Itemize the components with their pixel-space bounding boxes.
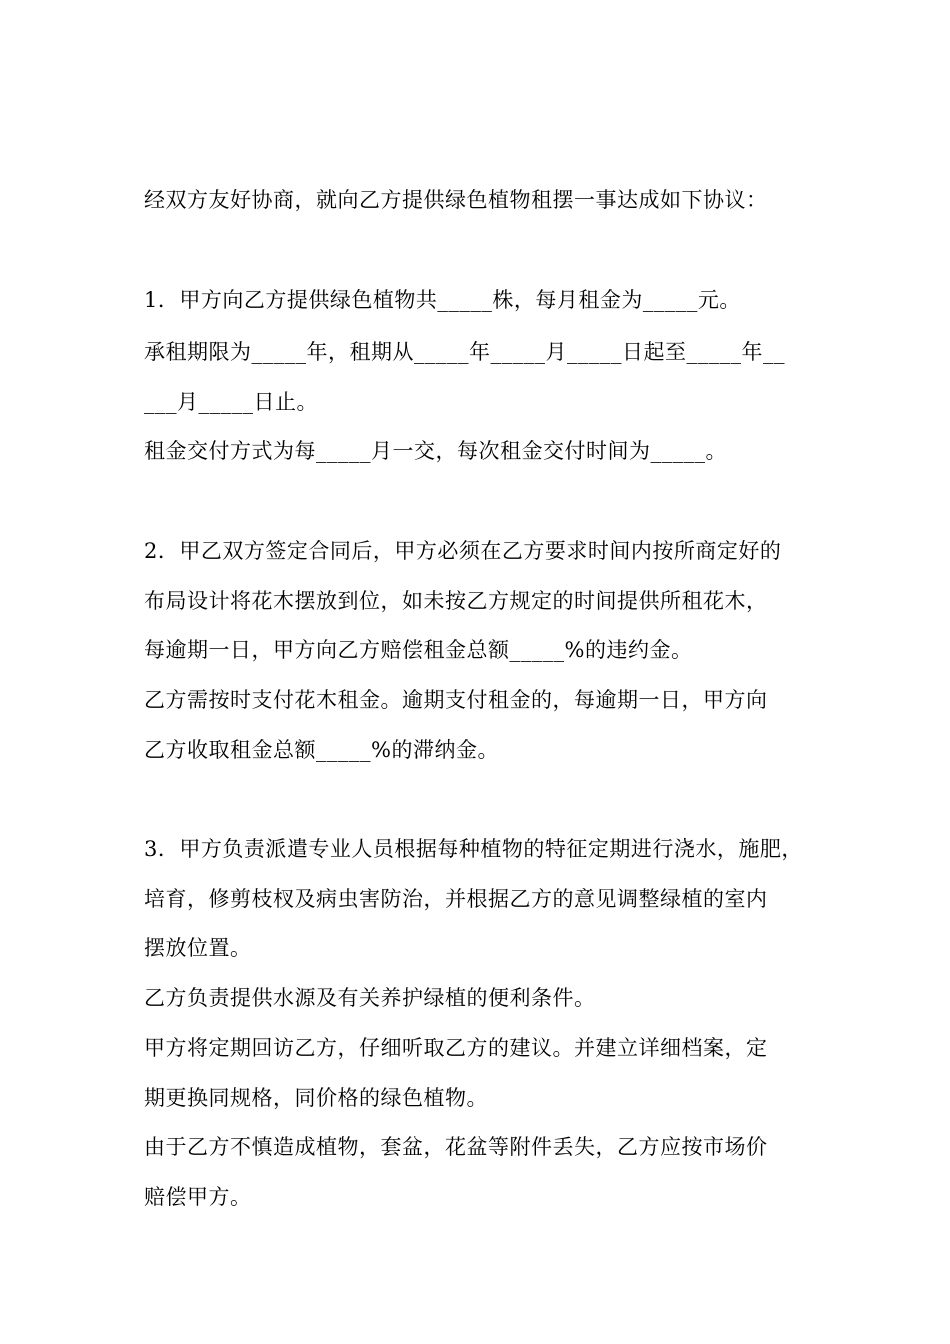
intro-paragraph: 经双方友好协商，就向乙方提供绿色植物租摆一事达成如下协议： — [144, 188, 768, 212]
clause-2-line-3: 每逾期一日，甲方向乙方赔偿租金总额_____%的违约金。 — [144, 638, 693, 662]
clause-2-line-2: 布局设计将花木摆放到位，如未按乙方规定的时间提供所租花木， — [144, 589, 768, 613]
clause-3-line-2: 培育，修剪枝杈及病虫害防治，并根据乙方的意见调整绿植的室内 — [144, 887, 768, 911]
clause-3-line-3: 摆放位置。 — [144, 936, 252, 960]
clause-3-line-6: 期更换同规格，同价格的绿色植物。 — [144, 1086, 488, 1110]
clause-1-line-1: 1．甲方向乙方提供绿色植物共_____株，每月租金为_____元。 — [144, 288, 741, 312]
clause-3-line-1: 3．甲方负责派遣专业人员根据每种植物的特征定期进行浇水，施肥， — [144, 837, 803, 861]
clause-2-line-5: 乙方收取租金总额_____%的滞纳金。 — [144, 738, 499, 762]
clause-3-line-4: 乙方负责提供水源及有关养护绿植的便利条件。 — [144, 986, 596, 1010]
clause-1-line-4: 租金交付方式为每_____月一交，每次租金交付时间为_____。 — [144, 439, 727, 463]
clause-1-line-2: 承租期限为_____年，租期从_____年_____月_____日起至_____年__ — [144, 340, 785, 364]
clause-3-line-5: 甲方将定期回访乙方，仔细听取乙方的建议。并建立详细档案，定 — [144, 1036, 768, 1060]
clause-3-line-7: 由于乙方不慎造成植物，套盆，花盆等附件丢失，乙方应按市场价 — [144, 1135, 768, 1159]
clause-1-line-3: ___月_____日止。 — [144, 390, 318, 414]
clause-2-line-1: 2．甲乙双方签定合同后，甲方必须在乙方要求时间内按所商定好的 — [144, 539, 782, 563]
clause-2-line-4: 乙方需按时支付花木租金。逾期支付租金的，每逾期一日，甲方向 — [144, 688, 768, 712]
clause-3-line-8: 赔偿甲方。 — [144, 1185, 252, 1209]
